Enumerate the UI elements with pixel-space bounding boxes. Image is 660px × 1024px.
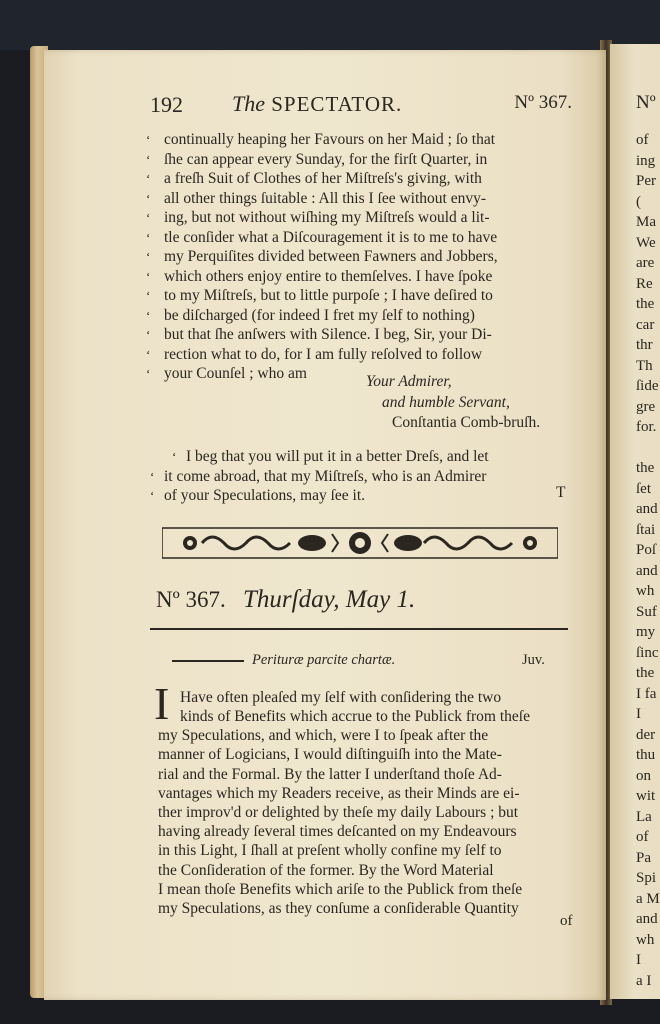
- running-head: [150, 92, 574, 122]
- letter-line: which others enjoy entire to themſelves. I have ſpoke: [164, 267, 493, 285]
- facing-page-fragment: my: [636, 624, 656, 640]
- facing-page-fragment: of: [636, 132, 649, 148]
- letter-line: my Perquiſites divided between Fawners and Jobbers,: [164, 248, 498, 265]
- facing-page-fragment: Poſ: [636, 542, 657, 558]
- facing-page-fragment: ſtai: [636, 521, 656, 538]
- facing-page-fragment: I: [636, 706, 641, 722]
- facing-page-fragment: I fa: [636, 685, 657, 702]
- facing-page-fragment: La: [636, 808, 652, 825]
- signature-name: Conſtantia Comb-bruſh.: [392, 414, 541, 431]
- essay-line: I mean thoſe Benefits which ariſe to the Publick from theſe: [158, 880, 523, 898]
- letter-line: rection what to do, for I am fully reſolved to follow: [164, 345, 483, 363]
- facing-page-fragment: on: [636, 767, 651, 784]
- quote-mark: ‘: [146, 288, 151, 303]
- quote-mark: ‘: [146, 268, 151, 284]
- decorative-ornament: [162, 526, 558, 560]
- letter-line: tle conſider what a Diſcouragement it is to me to have: [164, 228, 498, 246]
- quote-mark: ‘: [146, 307, 151, 323]
- facing-page-fragment: ſet: [636, 480, 651, 497]
- facing-page-fragment: Th: [636, 357, 653, 374]
- drop-cap: I: [154, 678, 170, 729]
- facing-page-fragment: are: [636, 255, 655, 271]
- quote-mark: ‘: [146, 327, 151, 342]
- heading-rule: [150, 628, 568, 630]
- motto: Perituræ parcite chartæ.: [252, 652, 396, 668]
- quote-mark: ‘: [150, 488, 155, 503]
- quote-mark: ‘: [146, 190, 151, 206]
- facing-page-fragment: ſinc: [636, 644, 659, 661]
- letter-line: to my Miſtreſs, but to little purpoſe ; I have deſired to: [164, 287, 493, 304]
- facing-page-fragment: gre: [636, 398, 656, 415]
- essay-line: ther improv'd or delighted by theſe my daily Labours ; but: [158, 804, 519, 821]
- facing-page-fragment: Spi: [636, 870, 657, 886]
- essay-line: vantages which my Readers receive, as their Minds are ei-: [158, 784, 520, 802]
- quote-mark: ‘: [172, 449, 177, 464]
- facing-page-fragment: wit: [636, 788, 656, 804]
- facing-page-fragment: We: [636, 234, 656, 251]
- essay-line: kinds of Benefits which accrue to the Publick from theſe: [180, 708, 530, 725]
- facing-page: [610, 44, 660, 999]
- catchword: of: [560, 913, 573, 929]
- postscript-line: of your Speculations, may ſee it.: [164, 487, 366, 504]
- essay-line: in this Light, I ſhall at preſent wholly confine my ſelf to: [158, 842, 502, 860]
- essay-first-line: Have often pleaſed my ſelf with conſidering the two: [180, 689, 502, 706]
- essay-line: having already ſeveral times deſcanted on my Endeavours: [158, 823, 517, 841]
- motto-author: Juv.: [522, 652, 545, 668]
- facing-page-fragment: Pa: [636, 849, 651, 866]
- facing-page-fragment: and: [636, 501, 658, 517]
- letter-line: all other things ſuitable : All this I ſee without envy-: [164, 189, 487, 207]
- motto-dash: [172, 660, 244, 662]
- letter-line: but that ſhe anſwers with Silence. I beg, Sir, your Di-: [164, 326, 492, 343]
- publication-title: The SPECTATOR.: [232, 91, 403, 116]
- letter-line: be diſcharged (for indeed I fret my ſelf to nothing): [164, 306, 475, 324]
- essay-line: rial and the Formal. By the latter I underſtand thoſe Ad-: [158, 765, 502, 783]
- facing-page-head: Nº: [636, 92, 656, 113]
- quote-mark: ‘: [146, 210, 151, 225]
- letter-line: ſhe can appear every Sunday, for the firſt Quarter, in: [164, 150, 488, 168]
- facing-page-fragment: (: [636, 193, 641, 210]
- facing-page-fragment: Ma: [636, 214, 656, 230]
- essay-line: my Speculations, as they conſume a conſiderable Quantity: [158, 900, 519, 917]
- quote-mark: ‘: [146, 249, 151, 264]
- facing-page-fragment: the: [636, 296, 655, 312]
- letter-line: continually heaping her Favours on her Maid ; ſo that: [164, 131, 496, 148]
- facing-page-fragment: and: [636, 562, 658, 579]
- facing-page-fragment: thu: [636, 747, 656, 763]
- facing-page-fragment: a M: [636, 890, 660, 907]
- letter-line: a freſh Suit of Clothes of her Miſtreſs's giving, with: [164, 170, 482, 187]
- issue-reference: Nº 367.: [514, 92, 572, 113]
- facing-page-fragment: ſide: [636, 378, 659, 394]
- quote-mark: ‘: [146, 171, 151, 186]
- facing-page-fragment: the: [636, 665, 655, 681]
- facing-page-fragment: car: [636, 316, 655, 333]
- quote-mark: ‘: [146, 132, 151, 147]
- postscript-initial: T: [556, 484, 566, 501]
- letter-line: ing, but not without wiſhing my Miſtreſs would a lit-: [164, 209, 490, 226]
- facing-page-fragment: a I: [636, 972, 652, 989]
- essay-line: manner of Logicians, I would diſtinguiſh into the Mate-: [158, 746, 502, 764]
- facing-page-fragment: der: [636, 726, 656, 743]
- signature-line-1: Your Admirer,: [366, 373, 452, 390]
- essay-line: my Speculations, and which, were I to ſpeak after the: [158, 727, 489, 745]
- quote-mark: ‘: [146, 346, 151, 362]
- essay-line: the Conſideration of the former. By the Word Material: [158, 861, 494, 879]
- facing-page-fragment: thr: [636, 337, 653, 353]
- quote-mark: ‘: [150, 469, 155, 484]
- issue-heading: Nº 367. Thurſday, May 1.: [156, 586, 416, 613]
- quote-mark: ‘: [146, 229, 151, 245]
- quote-mark: ‘: [146, 366, 151, 381]
- quote-mark: ‘: [146, 151, 151, 167]
- facing-page-fragment: the: [636, 460, 655, 476]
- facing-page-fragment: for.: [636, 419, 657, 435]
- facing-page-fragment: I: [636, 952, 641, 968]
- page-number: 192: [150, 92, 183, 117]
- facing-page-fragment: of: [636, 829, 649, 845]
- facing-page-fragment: and: [636, 911, 658, 927]
- signature-line-2: and humble Servant,: [382, 394, 510, 411]
- background-top: [0, 0, 660, 50]
- postscript-line: I beg that you will put it in a better Dreſs, and let: [186, 448, 489, 465]
- facing-page-fragment: Per: [636, 173, 656, 189]
- facing-page-fragment: Suf: [636, 603, 657, 620]
- facing-page-fragment: Re: [636, 275, 653, 292]
- letter-line: your Counſel ; who am: [164, 365, 307, 382]
- facing-page-fragment: ing: [636, 152, 656, 169]
- facing-page-fragment: wh: [636, 583, 655, 599]
- postscript-line: it come abroad, that my Miſtreſs, who is an Admirer: [164, 468, 487, 485]
- facing-page-fragment: wh: [636, 931, 655, 948]
